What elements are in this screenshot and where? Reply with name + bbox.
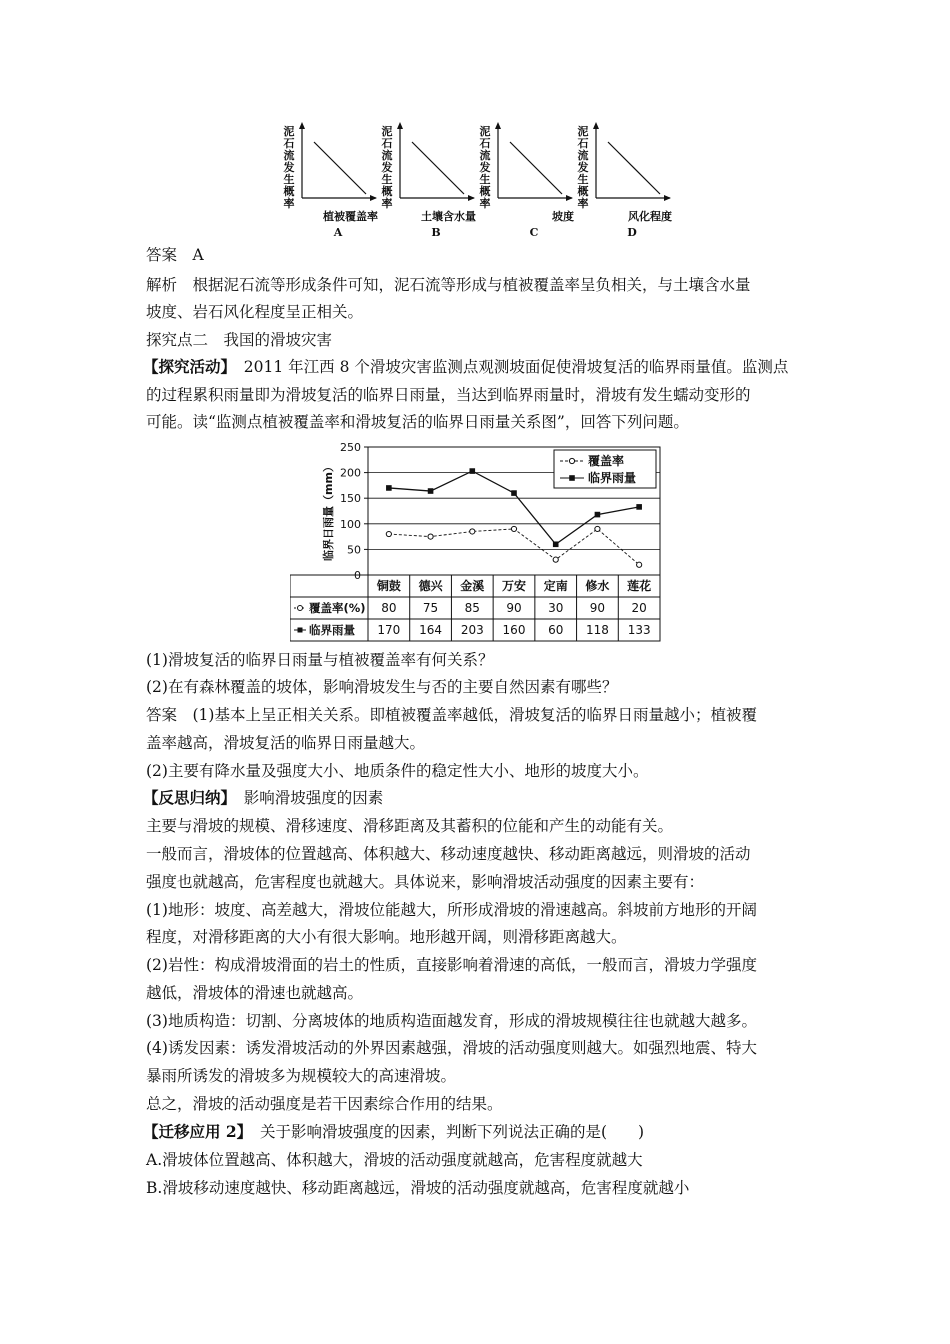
y-axis-label: 临界日雨量（mm）	[322, 461, 335, 561]
answer-2-line-3: (2)主要有降水量及强度大小、地质条件的稳定性大小、地形的坡度大小。	[146, 762, 649, 780]
data-point-coverage	[637, 562, 642, 567]
reflect-tag: 【反思归纳】	[143, 788, 229, 807]
category-label: 铜鼓	[376, 579, 401, 593]
table-cell-value: 118	[585, 623, 609, 637]
mini-letter: B	[431, 226, 441, 239]
mini-x-label: 植被覆盖率	[323, 210, 378, 223]
answer-2-line-2: 盖率越高，滑坡复活的临界日雨量越大。	[146, 734, 426, 752]
data-point-rainfall	[636, 504, 642, 510]
legend-label: 临界雨量	[588, 471, 637, 485]
data-point-rainfall	[386, 485, 392, 491]
mini-x-label: 坡度	[552, 210, 574, 223]
y-tick-label: 250	[340, 441, 361, 454]
activity-line-3: 可能。读“监测点植被覆盖率和滑坡复活的临界日雨量关系图”，回答下列问题。	[146, 413, 689, 431]
answer-2-line-1: 答案 (1)基本上呈正相关关系。即植被覆盖率越低，滑坡复活的临界日雨量越小；植被覆	[146, 706, 757, 724]
y-tick-label: 0	[354, 569, 361, 582]
application-question	[143, 1122, 644, 1142]
mini-y-label: 泥石流发生概率	[283, 125, 295, 210]
y-tick-label: 100	[340, 517, 361, 531]
data-point-rainfall	[553, 541, 559, 547]
activity-tag: 【探究活动】	[143, 357, 229, 376]
table-cell-value: 20	[631, 601, 647, 615]
y-tick-label: 200	[340, 466, 361, 480]
paragraph-4-line-1: (2)岩性：构成滑坡滑面的岩土的性质，直接影响着滑速的高低，一般而言，滑坡力学强度	[146, 956, 757, 974]
row-marker-circle	[298, 606, 303, 611]
table-cell-value: 80	[381, 601, 397, 615]
mini-y-label: 泥石流发生概率	[479, 125, 491, 210]
table-cell-value: 60	[548, 623, 564, 637]
option-b: B.滑坡移动速度越快、移动距离越远，滑坡的活动强度就越高，危害程度就越小	[146, 1179, 690, 1197]
data-point-coverage	[511, 526, 516, 531]
chart-legend	[554, 450, 656, 488]
question-1: (1)滑坡复活的临界日雨量与植被覆盖率有何关系？	[146, 651, 494, 669]
y-tick-label: 50	[347, 543, 361, 557]
table-row-label: 覆盖率(%)	[309, 601, 366, 615]
legend-label: 覆盖率	[588, 454, 625, 468]
category-label: 修水	[585, 579, 610, 593]
table-cell-value: 133	[627, 623, 651, 637]
table-cell-value: 164	[419, 623, 443, 637]
reflect-title: 影响滑坡强度的因素	[228, 789, 384, 807]
analysis-line-2: 坡度、岩石风化程度呈正相关。	[146, 303, 364, 321]
analysis-line-1: 解析 根据泥石流等形成条件可知，泥石流等形成与植被覆盖率呈负相关，与土壤含水量	[146, 276, 751, 294]
paragraph-6-line-2: 暴雨所诱发的滑坡多为规模较大的高速滑坡。	[146, 1067, 457, 1085]
mini-trend-line	[510, 142, 562, 194]
category-label: 金溪	[460, 579, 485, 593]
legend-marker	[569, 475, 575, 481]
data-point-rainfall	[511, 490, 517, 496]
mini-trend-line	[608, 142, 660, 194]
mini-y-label: 泥石流发生概率	[381, 125, 393, 210]
application-tag: 【迁移应用 2】	[143, 1122, 245, 1141]
paragraph-2-line-2: 强度也就越高，危害程度也就越大。具体说来，影响滑坡活动强度的因素主要有：	[146, 873, 705, 891]
mini-axes	[282, 122, 377, 212]
table-cell-value: 170	[377, 623, 401, 637]
table-row-label: 临界雨量	[309, 623, 355, 637]
category-label: 德兴	[418, 579, 443, 593]
mini-figure-a	[282, 122, 377, 240]
mini-axes	[478, 122, 573, 212]
mini-figures	[282, 122, 682, 240]
mini-figure-d	[576, 122, 671, 240]
reflect-heading	[143, 788, 383, 808]
mini-letter: D	[627, 226, 637, 239]
data-point-coverage	[553, 557, 558, 562]
mini-trend-line	[314, 142, 366, 194]
question-2: (2)在有森林覆盖的坡体，影响滑坡发生与否的主要自然因素有哪些？	[146, 678, 618, 696]
table-cell-value: 85	[464, 601, 480, 615]
data-point-coverage	[595, 526, 600, 531]
category-label: 定南	[543, 579, 568, 593]
data-point-rainfall	[595, 512, 601, 518]
paragraph-3-line-1: (1)地形：坡度、高差越大，滑坡位能越大，所形成滑坡的滑速越高。斜坡前方地形的开阔	[146, 901, 757, 919]
mini-x-label: 土壤含水量	[421, 210, 476, 223]
activity-text: 2011 年江西 8 个滑坡灾害监测点观测坡面促使滑坡复活的临界雨量值。监测点	[228, 358, 789, 376]
category-label: 万安	[501, 579, 527, 593]
activity-line-2: 的过程累积雨量即为滑坡复活的临界日雨量，当达到临界雨量时，滑坡有发生蠕动变形的	[146, 386, 751, 404]
paragraph-3-line-2: 程度，对滑移距离的大小有很大影响。地形越开阔，则滑移距离越大。	[146, 928, 627, 946]
paragraph-2-line-1: 一般而言，滑坡体的位置越高、体积越大、移动速度越快、移动距离越远，则滑坡的活动	[146, 845, 751, 863]
mini-x-label: 风化程度	[628, 210, 672, 223]
paragraph-4-line-2: 越低，滑坡体的滑速也就越高。	[146, 984, 364, 1002]
data-point-coverage	[470, 529, 475, 534]
option-a: A.滑坡体位置越高、体积越大，滑坡的活动强度就越高，危害程度就越大	[146, 1151, 643, 1169]
mini-axes	[576, 122, 671, 212]
paragraph-7: 总之，滑坡的活动强度是若干因素综合作用的结果。	[146, 1095, 503, 1113]
mini-letter: C	[529, 226, 539, 239]
paragraph-6-line-1: (4)诱发因素：诱发滑坡活动的外界因素越强，滑坡的活动强度则越大。如强烈地震、特大	[146, 1039, 757, 1057]
application-text: 关于影响滑坡强度的因素，判断下列说法正确的是( )	[244, 1123, 645, 1141]
mini-letter: A	[333, 226, 343, 239]
table-cell-value: 90	[506, 601, 522, 615]
mini-trend-line	[412, 142, 464, 194]
mini-figure-b	[380, 122, 475, 240]
series-line	[389, 529, 639, 565]
y-tick-label: 150	[340, 492, 361, 506]
legend-marker	[569, 458, 574, 463]
category-label: 莲花	[627, 579, 652, 593]
table-cell-value: 160	[502, 623, 526, 637]
chart-table	[290, 575, 660, 641]
data-point-rainfall	[428, 488, 434, 494]
table-cell-value: 90	[589, 601, 606, 615]
answer-1: 答案 A	[146, 246, 204, 264]
data-point-rainfall	[469, 468, 475, 474]
table-cell-value: 30	[548, 601, 564, 615]
table-cell-value: 75	[422, 601, 439, 615]
mini-y-label: 泥石流发生概率	[577, 125, 589, 210]
section-point-2: 探究点二 我国的滑坡灾害	[146, 331, 333, 349]
row-marker-square	[298, 628, 303, 633]
mini-figure-c	[478, 122, 573, 240]
mini-axes	[380, 122, 475, 212]
table-cell-value: 203	[460, 623, 484, 637]
paragraph-1: 主要与滑坡的规模、滑移速度、滑移距离及其蓄积的位能和产生的动能有关。	[146, 817, 674, 835]
paragraph-5: (3)地质构造：切割、分离坡体的地质构造面越发育，形成的滑坡规模往往也就越大越多。	[146, 1012, 757, 1030]
chart-svg	[290, 437, 662, 642]
data-point-coverage	[428, 534, 433, 539]
activity-line-1	[143, 357, 788, 377]
rainfall-coverage-chart	[290, 437, 662, 642]
data-point-coverage	[386, 531, 391, 536]
